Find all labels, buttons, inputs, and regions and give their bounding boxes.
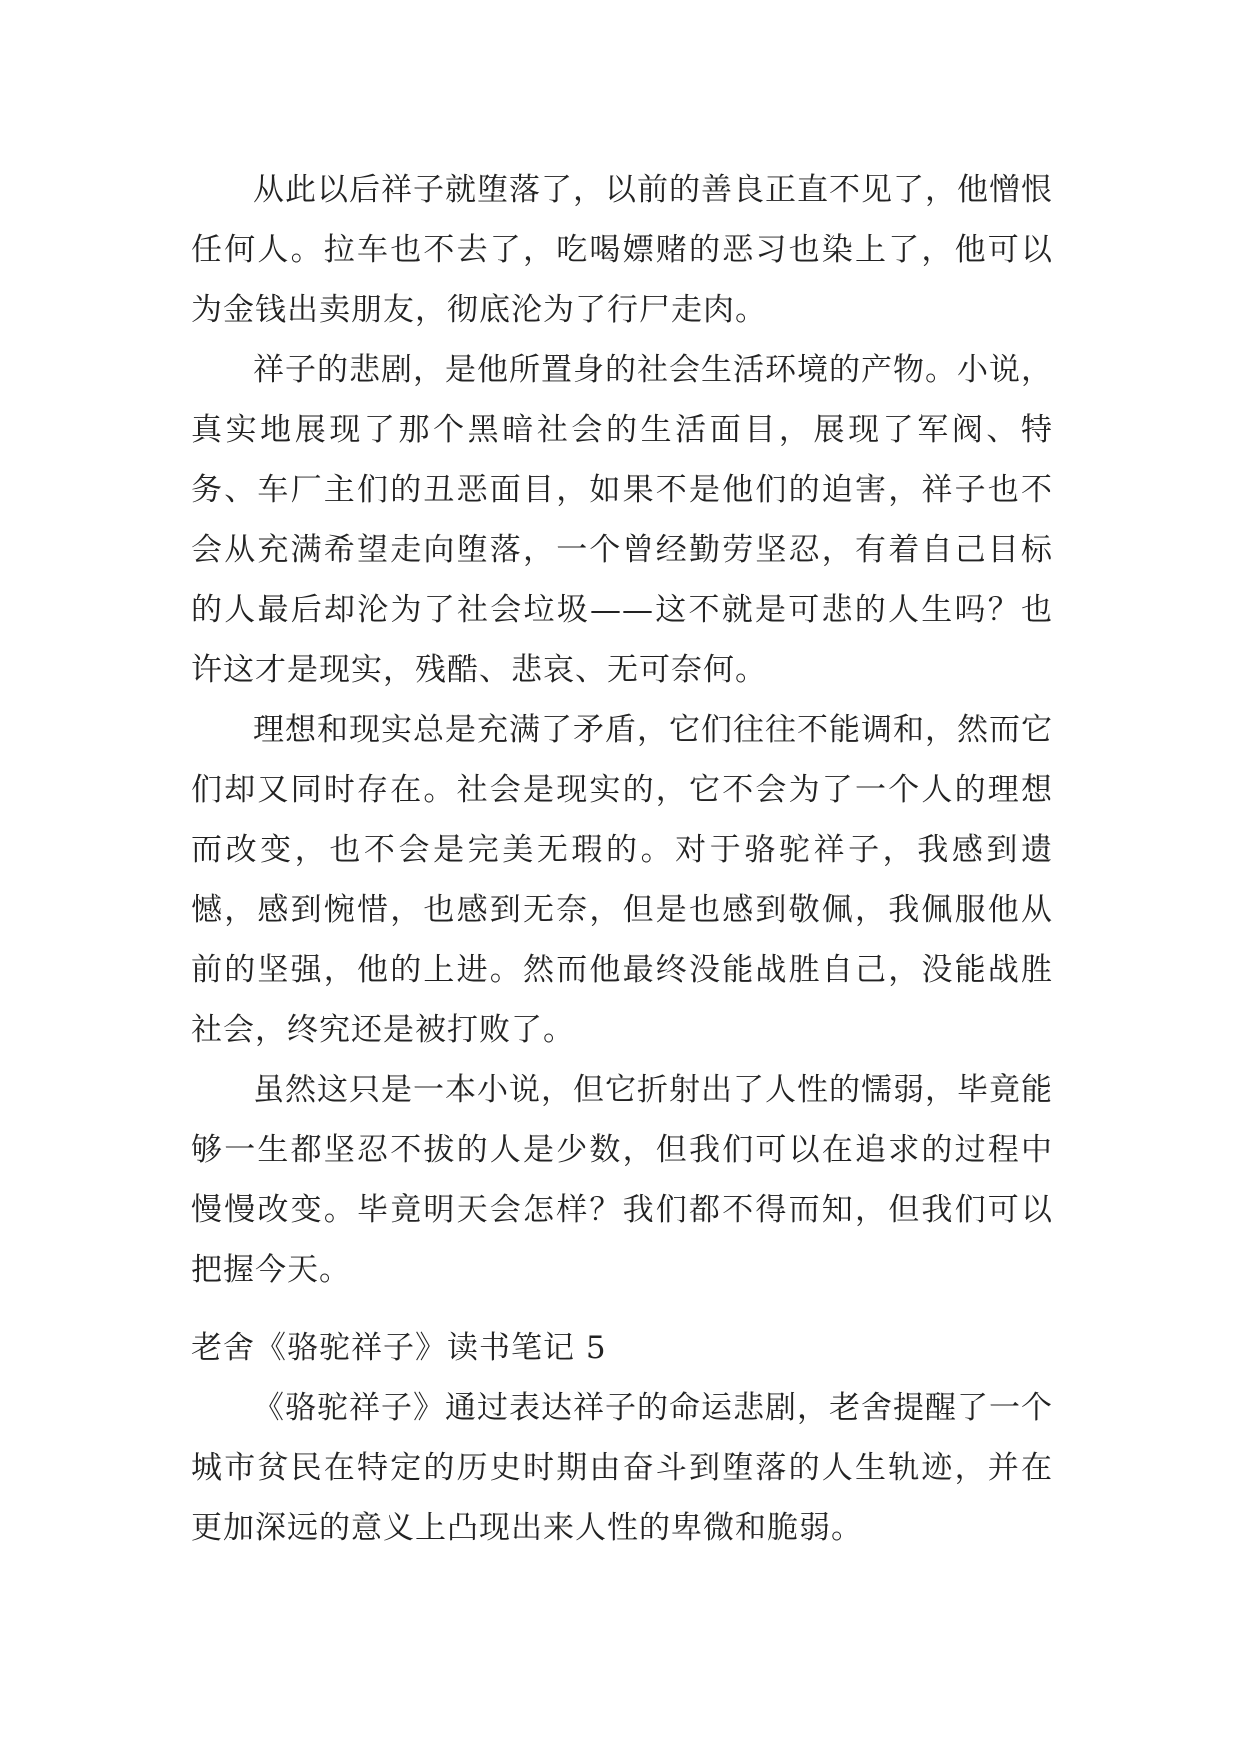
paragraph: 祥子的悲剧，是他所置身的社会生活环境的产物。小说，真实地展现了那个黑暗社会的生活面目，展现了军阀、特务、车厂主们的丑恶面目，如果不是他们的迫害，祥子也不会从充满希望走向堕落，一个曾经勤劳坚忍，有着自己目标的人最后却沦为了社会垃圾——这不就是可悲的人生吗？也许这才是现实，残酷、悲哀、无可奈何。 <box>191 352 1053 688</box>
paragraph: 虽然这只是一本小说，但它折射出了人性的懦弱，毕竟能够一生都坚忍不拔的人是少数，但我们可以在追求的过程中慢慢改变。毕竟明天会怎样？我们都不得而知，但我们可以把握今天。 <box>191 1072 1053 1288</box>
body-text-bottom <box>191 1378 1053 1558</box>
paragraph: 从此以后祥子就堕落了，以前的善良正直不见了，他憎恨任何人。拉车也不去了，吃喝嫖赌的恶习也染上了，他可以为金钱出卖朋友，彻底沦为了行尸走肉。 <box>191 172 1053 328</box>
paragraph: 理想和现实总是充满了矛盾，它们往往不能调和，然而它们却又同时存在。社会是现实的，它不会为了一个人的理想而改变，也不会是完美无瑕的。对于骆驼祥子，我感到遗憾，感到惋惜，也感到无奈，但是也感到敬佩，我佩服他从前的坚强，他的上进。然而他最终没能战胜自己，没能战胜社会，终究还是被打败了。 <box>191 712 1053 1048</box>
section-heading: 老舍《骆驼祥子》读书笔记 5 <box>191 1330 607 1366</box>
body-text-top <box>191 160 1053 1300</box>
paragraph: 《骆驼祥子》通过表达祥子的命运悲剧，老舍提醒了一个城市贫民在特定的历史时期由奋斗到堕落的人生轨迹，并在更加深远的意义上凸现出来人性的卑微和脆弱。 <box>191 1390 1053 1546</box>
